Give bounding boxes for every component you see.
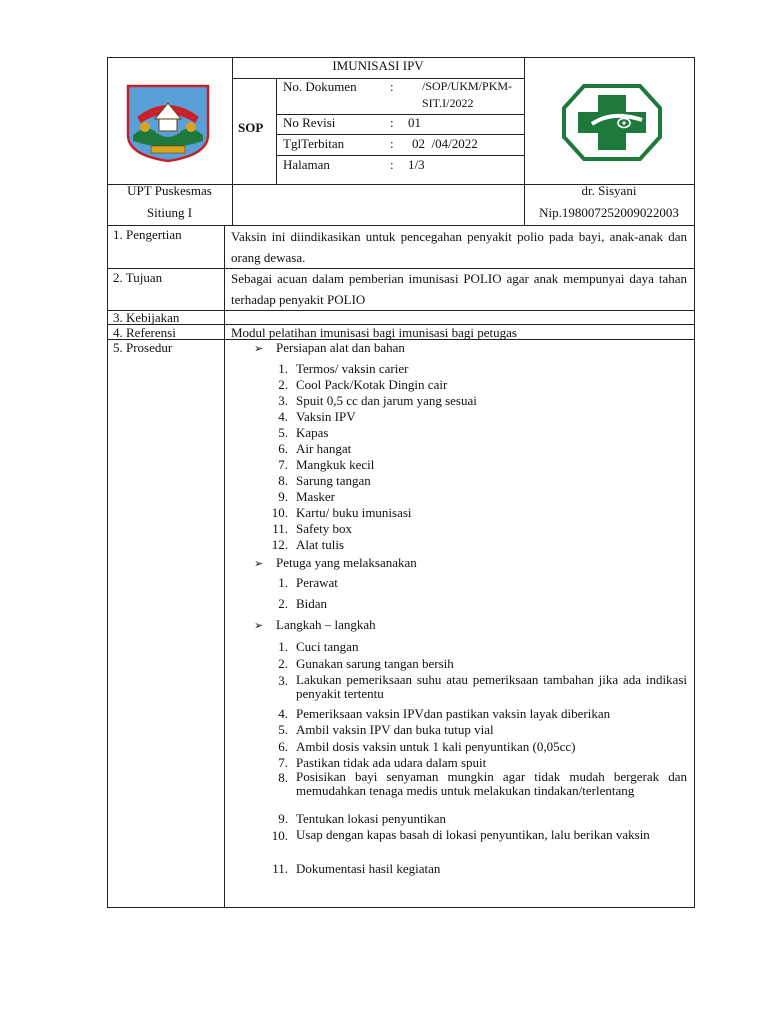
signer-name: dr. Sisyani xyxy=(581,183,637,198)
list-item: Posisikan bayi senyaman mungkin agar tidak mudah bergerak dan memudahkan tenaga medis untuk melakukan tindakan/terlentang xyxy=(296,769,687,798)
puskesmas-cross-icon xyxy=(562,84,662,161)
list-item: Usap dengan kapas basah di lokasi penyuntikan, lalu berikan vaksin xyxy=(296,827,650,842)
list-item: Dokumentasi hasil kegiatan xyxy=(296,861,441,876)
body-column-divider xyxy=(224,225,225,908)
meta-sep-doc-number: : xyxy=(390,79,394,94)
list-item: Perawat xyxy=(296,575,338,590)
list-item: Gunakan sarung tangan bersih xyxy=(296,656,454,671)
header-divider-right xyxy=(524,57,525,225)
signer-nip: Nip.198007252009022003 xyxy=(539,205,679,220)
org-name-line1: UPT Puskesmas xyxy=(127,183,212,198)
list-item-number: 6. xyxy=(278,441,288,456)
table-border-bottom xyxy=(107,907,695,908)
list-item: Spuit 0,5 cc dan jarum yang sesuai xyxy=(296,393,477,408)
list-item: Cuci tangan xyxy=(296,639,359,654)
list-item-number: 4. xyxy=(278,409,288,424)
list-item-number: 3. xyxy=(278,673,288,688)
list-item: Bidan xyxy=(296,596,328,611)
section-text-pengertian: Vaksin ini diindikasikan untuk pencegahan penyakit polio pada bayi, anak-anak dan orang dewasa. xyxy=(231,229,687,265)
section-label-prosedur: 5. Prosedur xyxy=(113,340,173,355)
meta-value-doc-number-cont: SIT.I/2022 xyxy=(422,96,474,110)
list-item: Vaksin IPV xyxy=(296,409,356,424)
list-item: Kartu/ buku imunisasi xyxy=(296,505,412,520)
list-item: Masker xyxy=(296,489,335,504)
header-divider-left xyxy=(232,57,233,225)
list-item-number: 1. xyxy=(278,639,288,654)
list-item: Ambil dosis vaksin untuk 1 kali penyuntikan (0,05cc) xyxy=(296,739,576,754)
arrow-bullet-icon: ➢ xyxy=(254,557,264,570)
list-item-number: 1. xyxy=(278,575,288,590)
list-item: Ambil vaksin IPV dan buka tutup vial xyxy=(296,722,494,737)
section-text-tujuan: Sebagai acuan dalam pemberian imunisasi POLIO agar anak mempunyai daya tahan terhadap penyakit POLIO xyxy=(231,271,687,307)
list-item: Alat tulis xyxy=(296,537,345,552)
regency-crest-icon xyxy=(125,83,211,163)
sop-cell-divider xyxy=(276,78,277,184)
list-item-number: 8. xyxy=(278,770,288,785)
list-item-number: 2. xyxy=(278,596,288,611)
list-item: Kapas xyxy=(296,425,329,440)
list-item: Mangkuk kecil xyxy=(296,457,375,472)
list-item-number: 11. xyxy=(272,861,288,876)
meta-label-page: Halaman xyxy=(283,157,330,172)
meta-label-doc-number: No. Dokumen xyxy=(283,79,357,94)
list-item: Termos/ vaksin carier xyxy=(296,361,409,376)
meta-value-doc-number: /SOP/UKM/PKM- xyxy=(422,79,513,93)
procedure-heading-staff: Petuga yang melaksanakan xyxy=(276,555,417,570)
meta-label-revision: No Revisi xyxy=(283,115,336,130)
org-name-line2: Sitiung I xyxy=(146,205,193,220)
list-item: Cool Pack/Kotak Dingin cair xyxy=(296,377,448,392)
list-item-number: 10. xyxy=(271,505,288,520)
list-item-number: 9. xyxy=(278,811,288,826)
row-line-2 xyxy=(107,310,695,311)
meta-sep-page: : xyxy=(390,157,394,172)
list-item: Pastikan tidak ada udara dalam spuit xyxy=(296,755,487,770)
list-item-number: 4. xyxy=(278,706,288,721)
list-item-number: 2. xyxy=(278,656,288,671)
section-text-referensi: Modul pelatihan imunisasi bagi imunisasi bagi petugas xyxy=(231,325,517,340)
meta-value-page: 1/3 xyxy=(408,157,425,172)
section-label-referensi: 4. Referensi xyxy=(113,325,176,340)
list-item: Lakukan pemeriksaan suhu atau pemeriksaan tambahan jika ada indikasi penyakit tertentu xyxy=(296,672,687,701)
procedure-heading-steps: Langkah – langkah xyxy=(276,617,376,632)
meta-row-line-2 xyxy=(276,134,524,135)
section-label-kebijakan: 3. Kebijakan xyxy=(113,310,180,325)
section-label-tujuan: 2. Tujuan xyxy=(113,270,163,285)
list-item-number: 11. xyxy=(272,521,288,536)
list-item-number: 5. xyxy=(278,425,288,440)
list-item-number: 3. xyxy=(278,393,288,408)
arrow-bullet-icon: ➢ xyxy=(254,619,264,632)
list-item: Tentukan lokasi penyuntikan xyxy=(296,811,447,826)
meta-label-issue-date: TglTerbitan xyxy=(283,136,345,151)
arrow-bullet-icon: ➢ xyxy=(254,342,264,355)
list-item-number: 7. xyxy=(278,755,288,770)
list-item: Sarung tangan xyxy=(296,473,371,488)
procedure-heading-preparation: Persiapan alat dan bahan xyxy=(276,340,405,355)
sop-label: SOP xyxy=(238,120,264,135)
meta-sep-issue-date: : xyxy=(390,136,394,151)
section-label-pengertian: 1. Pengertian xyxy=(113,227,182,242)
list-item-number: 7. xyxy=(278,457,288,472)
list-item-number: 2. xyxy=(278,377,288,392)
list-item-number: 1. xyxy=(278,361,288,376)
list-item-number: 9. xyxy=(278,489,288,504)
document-title: IMUNISASI IPV xyxy=(332,58,424,73)
meta-row-line-3 xyxy=(276,155,524,156)
list-item-number: 6. xyxy=(278,739,288,754)
list-item: Safety box xyxy=(296,521,352,536)
list-item-number: 8. xyxy=(278,473,288,488)
meta-sep-revision: : xyxy=(390,115,394,130)
list-item-number: 10. xyxy=(271,828,288,843)
list-item-number: 5. xyxy=(278,722,288,737)
list-item-number: 12. xyxy=(271,537,288,552)
list-item: Pemeriksaan vaksin IPVdan pastikan vaksin layak diberikan xyxy=(296,706,611,721)
meta-value-issue-date: 02 /04/2022 xyxy=(412,136,478,151)
list-item: Air hangat xyxy=(296,441,352,456)
meta-value-revision: 01 xyxy=(408,115,421,130)
